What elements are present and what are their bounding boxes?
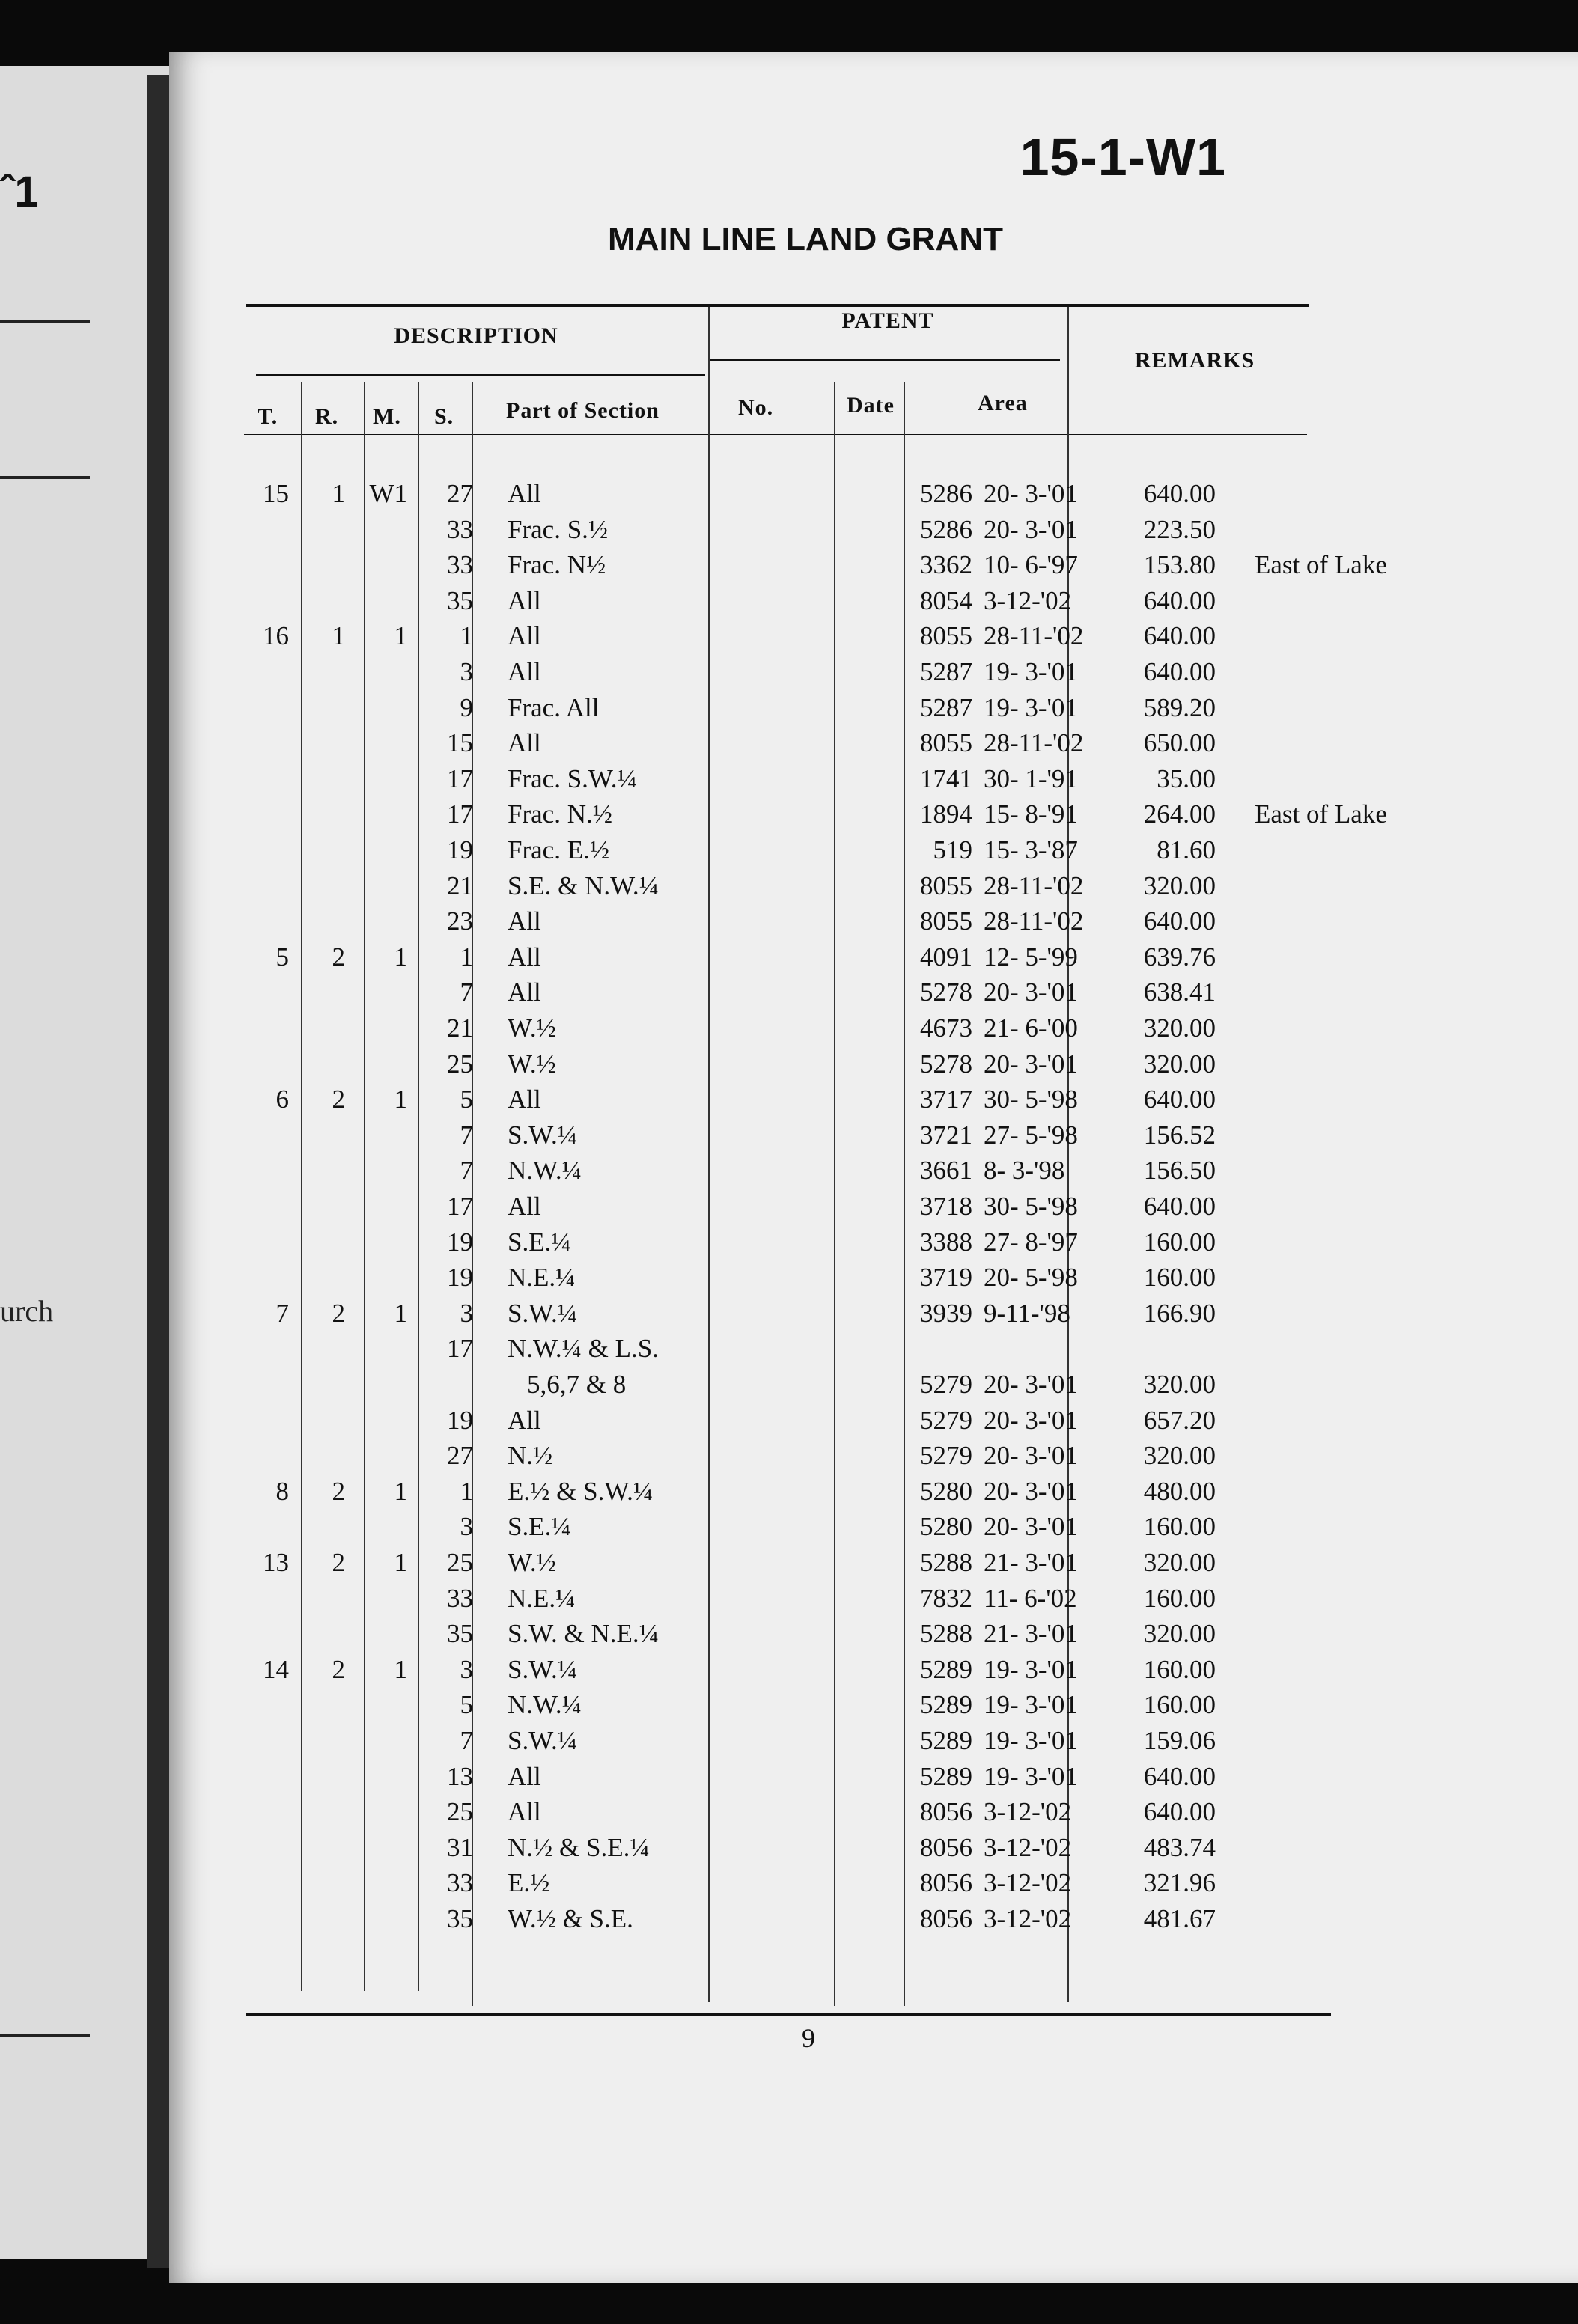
section-cell: 19 <box>447 835 473 864</box>
section-cell: 15 <box>447 728 473 758</box>
patent-date-cell: 28-11-'02 <box>984 870 1084 900</box>
section-cell: 7 <box>460 1726 473 1755</box>
patent-date-cell: 19- 3-'01 <box>984 1654 1078 1684</box>
table-row <box>169 1441 1367 1476</box>
meridian-cell: W1 <box>369 479 407 508</box>
patent-number-cell: 5287 <box>920 692 972 722</box>
part-of-section-text: 5,6,7 & 8 <box>527 1370 627 1399</box>
table-row <box>169 1263 1367 1298</box>
header-remarks: REMARKS <box>1134 348 1255 373</box>
meridian-cell: 1 <box>394 621 407 651</box>
area-cell: 480.00 <box>1143 1476 1216 1506</box>
part-of-section-text: W.½ <box>508 1013 556 1043</box>
part-of-section-text: S.W.¼ <box>508 1726 578 1755</box>
part-of-section-text: N.W.¼ & L.S. <box>508 1334 659 1364</box>
patent-number-cell: 3939 <box>920 1298 972 1328</box>
meridian-cell: 1 <box>394 1548 407 1577</box>
table-row <box>169 1833 1367 1868</box>
section-cell: 3 <box>460 1654 473 1684</box>
part-of-section-text: Frac. All <box>508 692 600 722</box>
area-cell: 640.00 <box>1143 657 1216 686</box>
area-cell: 160.00 <box>1143 1583 1216 1613</box>
patent-date-cell: 3-12-'02 <box>984 1904 1072 1933</box>
part-of-section-text: N.½ & S.E.¼ <box>508 1832 650 1862</box>
area-cell: 35.00 <box>1157 763 1216 793</box>
patent-date-cell: 19- 3-'01 <box>984 1726 1078 1755</box>
header-t: T. <box>258 404 278 429</box>
ledger-page <box>169 52 1578 2283</box>
township-cell: 16 <box>263 621 289 651</box>
patent-date-cell: 15- 8-'91 <box>984 799 1078 829</box>
section-cell: 21 <box>447 870 473 900</box>
part-of-section-text: All <box>508 1192 541 1221</box>
area-cell: 160.00 <box>1143 1263 1216 1293</box>
left-page-rule <box>0 320 90 323</box>
area-cell: 321.96 <box>1143 1868 1216 1898</box>
table-row <box>169 550 1387 585</box>
table-row <box>169 1049 1367 1085</box>
meridian-cell: 1 <box>394 1298 407 1328</box>
table-row <box>169 1406 1367 1441</box>
book-gutter <box>147 75 169 2268</box>
patent-number-cell: 5279 <box>920 1370 972 1399</box>
area-cell: 640.00 <box>1143 621 1216 651</box>
patent-number-cell: 5279 <box>920 1405 972 1435</box>
area-cell: 640.00 <box>1143 1085 1216 1114</box>
part-of-section-text: All <box>508 657 541 686</box>
part-of-section-text: N.E.¼ <box>508 1583 576 1613</box>
patent-date-cell: 15- 3-'87 <box>984 835 1078 864</box>
patent-date-cell: 10- 6-'97 <box>984 550 1078 580</box>
range-cell: 2 <box>332 1654 345 1684</box>
patent-date-cell: 30- 5-'98 <box>984 1192 1078 1221</box>
patent-date-cell: 19- 3-'01 <box>984 1690 1078 1720</box>
area-cell: 320.00 <box>1143 1370 1216 1399</box>
patent-date-cell: 28-11-'02 <box>984 621 1084 651</box>
area-cell: 156.50 <box>1143 1156 1216 1186</box>
table-row <box>169 1904 1367 1939</box>
part-of-section-text: E.½ <box>508 1868 550 1898</box>
left-page-word: urch <box>0 1294 54 1328</box>
part-of-section-text: S.E. & N.W.¼ <box>508 870 659 900</box>
section-cell: 3 <box>460 657 473 686</box>
section-cell: 1 <box>460 1476 473 1506</box>
table-row <box>169 764 1367 799</box>
table-row <box>169 1477 1367 1512</box>
description-subrule <box>256 374 705 376</box>
header-m: M. <box>373 404 401 429</box>
patent-number-cell: 8054 <box>920 585 972 615</box>
header-part-of-section: Part of Section <box>506 398 659 423</box>
part-of-section-text: E.½ & S.W.¼ <box>508 1476 654 1506</box>
part-of-section-text: N.W.¼ <box>508 1156 582 1186</box>
table-row <box>169 1619 1367 1654</box>
patent-number-cell: 8056 <box>920 1832 972 1862</box>
area-cell: 320.00 <box>1143 1548 1216 1577</box>
table-row <box>169 586 1367 621</box>
area-cell: 640.00 <box>1143 1192 1216 1221</box>
part-of-section-text: Frac. S.½ <box>508 514 609 544</box>
table-row <box>169 1334 1367 1369</box>
patent-number-cell: 5286 <box>920 479 972 508</box>
patent-number-cell: 5278 <box>920 978 972 1007</box>
patent-date-cell: 28-11-'02 <box>984 906 1084 936</box>
patent-date-cell: 20- 5-'98 <box>984 1263 1078 1293</box>
table-row <box>169 1584 1367 1619</box>
patent-date-cell: 11- 6-'02 <box>984 1583 1077 1613</box>
patent-date-cell: 3-12-'02 <box>984 1797 1072 1827</box>
patent-number-cell: 7832 <box>920 1583 972 1613</box>
part-of-section-text: All <box>508 1405 541 1435</box>
patent-number-cell: 8056 <box>920 1904 972 1933</box>
section-cell: 35 <box>447 1904 473 1933</box>
area-cell: 320.00 <box>1143 1441 1216 1471</box>
part-of-section-text: N.½ <box>508 1441 553 1471</box>
patent-number-cell: 8055 <box>920 906 972 936</box>
left-page-rule <box>0 2034 90 2037</box>
patent-number-cell: 3718 <box>920 1192 972 1221</box>
section-cell: 1 <box>460 621 473 651</box>
patent-number-cell: 519 <box>933 835 972 864</box>
table-top-rule <box>246 304 1309 307</box>
area-cell: 589.20 <box>1143 692 1216 722</box>
part-of-section-text: All <box>508 942 541 972</box>
section-cell: 17 <box>447 799 473 829</box>
area-cell: 160.00 <box>1143 1512 1216 1542</box>
table-row <box>169 1013 1367 1049</box>
section-cell: 17 <box>447 763 473 793</box>
patent-date-cell: 20- 3-'01 <box>984 1049 1078 1079</box>
table-row <box>169 1120 1367 1156</box>
section-cell: 21 <box>447 1013 473 1043</box>
section-cell: 33 <box>447 514 473 544</box>
header-patent: PATENT <box>841 308 934 333</box>
patent-number-cell: 5289 <box>920 1726 972 1755</box>
part-of-section-text: S.W. & N.E.¼ <box>508 1619 659 1649</box>
patent-number-cell: 8056 <box>920 1797 972 1827</box>
patent-number-cell: 1741 <box>920 763 972 793</box>
table-row <box>169 515 1367 550</box>
patent-date-cell: 30- 5-'98 <box>984 1085 1078 1114</box>
range-cell: 2 <box>332 942 345 972</box>
area-cell: 640.00 <box>1143 479 1216 508</box>
part-of-section-text: All <box>508 1085 541 1114</box>
section-cell: 19 <box>447 1405 473 1435</box>
section-cell: 17 <box>447 1334 473 1364</box>
range-cell: 2 <box>332 1548 345 1577</box>
patent-date-cell: 20- 3-'01 <box>984 479 1078 508</box>
section-cell: 7 <box>460 1156 473 1186</box>
area-cell: 160.00 <box>1143 1227 1216 1257</box>
section-cell: 25 <box>447 1049 473 1079</box>
patent-date-cell: 9-11-'98 <box>984 1298 1070 1328</box>
section-cell: 31 <box>447 1832 473 1862</box>
patent-number-cell: 3717 <box>920 1085 972 1114</box>
table-row <box>169 906 1367 942</box>
table-row <box>169 871 1367 906</box>
part-of-section-text: Frac. E.½ <box>508 835 610 864</box>
patent-number-cell: 8055 <box>920 621 972 651</box>
table-row <box>169 835 1367 870</box>
meridian-cell: 1 <box>394 1476 407 1506</box>
table-row <box>169 1299 1367 1334</box>
section-cell: 19 <box>447 1227 473 1257</box>
section-cell: 13 <box>447 1761 473 1791</box>
part-of-section-text: All <box>508 978 541 1007</box>
header-date: Date <box>847 393 895 418</box>
patent-date-cell: 20- 3-'01 <box>984 514 1078 544</box>
section-cell: 27 <box>447 479 473 508</box>
part-of-section-text: N.W.¼ <box>508 1690 582 1720</box>
part-of-section-text: S.E.¼ <box>508 1227 571 1257</box>
section-cell: 9 <box>460 692 473 722</box>
area-cell: 657.20 <box>1143 1405 1216 1435</box>
patent-date-cell: 20- 3-'01 <box>984 1476 1078 1506</box>
remarks-cell: East of Lake <box>1255 799 1387 829</box>
patent-date-cell: 20- 3-'01 <box>984 1370 1078 1399</box>
left-page-rule <box>0 476 90 479</box>
section-cell: 17 <box>447 1192 473 1221</box>
table-row <box>169 1655 1367 1690</box>
patent-number-cell: 3362 <box>920 550 972 580</box>
part-of-section-text: S.W.¼ <box>508 1298 578 1328</box>
section-cell: 35 <box>447 1619 473 1649</box>
table-row <box>169 1797 1367 1832</box>
header-no: No. <box>738 395 774 420</box>
section-cell: 5 <box>460 1690 473 1720</box>
patent-number-cell: 3388 <box>920 1227 972 1257</box>
table-row <box>169 1548 1367 1583</box>
part-of-section-text: Frac. S.W.¼ <box>508 763 637 793</box>
patent-date-cell: 27- 8-'97 <box>984 1227 1078 1257</box>
township-cell: 7 <box>275 1298 289 1328</box>
township-cell: 6 <box>275 1085 289 1114</box>
part-of-section-text: All <box>508 479 541 508</box>
remarks-cell: East of Lake <box>1255 550 1387 580</box>
patent-number-cell: 3719 <box>920 1263 972 1293</box>
patent-number-cell: 3661 <box>920 1156 972 1186</box>
section-cell: 33 <box>447 1583 473 1613</box>
range-cell: 1 <box>332 479 345 508</box>
area-cell: 481.67 <box>1143 1904 1216 1933</box>
patent-number-cell: 1894 <box>920 799 972 829</box>
patent-number-cell: 8055 <box>920 870 972 900</box>
header-area: Area <box>978 391 1028 415</box>
patent-date-cell: 20- 3-'01 <box>984 978 1078 1007</box>
patent-number-cell: 5278 <box>920 1049 972 1079</box>
area-cell: 650.00 <box>1143 728 1216 758</box>
area-cell: 320.00 <box>1143 870 1216 900</box>
header-description: DESCRIPTION <box>394 323 558 348</box>
section-cell: 23 <box>447 906 473 936</box>
patent-number-cell: 5280 <box>920 1476 972 1506</box>
header-r: R. <box>315 404 339 429</box>
patent-subrule <box>708 359 1060 361</box>
table-bottom-rule <box>246 2013 1331 2016</box>
section-cell: 7 <box>460 1120 473 1150</box>
table-row <box>169 1726 1367 1761</box>
area-cell: 640.00 <box>1143 585 1216 615</box>
section-cell: 3 <box>460 1298 473 1328</box>
header-s: S. <box>434 404 454 429</box>
table-row <box>169 1868 1367 1903</box>
area-cell: 638.41 <box>1143 978 1216 1007</box>
patent-date-cell: 28-11-'02 <box>984 728 1084 758</box>
township-cell: 13 <box>263 1548 289 1577</box>
area-cell: 159.06 <box>1143 1726 1216 1755</box>
table-row <box>169 1085 1367 1120</box>
patent-date-cell: 19- 3-'01 <box>984 657 1078 686</box>
table-row <box>169 621 1367 656</box>
table-row <box>169 1370 1367 1405</box>
table-row <box>169 799 1387 835</box>
part-of-section-text: Frac. N.½ <box>508 799 612 829</box>
part-of-section-text: All <box>508 1761 541 1791</box>
table-row <box>169 1690 1367 1725</box>
meridian-cell: 1 <box>394 1654 407 1684</box>
part-of-section-text: Frac. N½ <box>508 550 606 580</box>
part-of-section-text: All <box>508 621 541 651</box>
table-row <box>169 479 1367 514</box>
table-row <box>169 1227 1367 1263</box>
area-cell: 153.80 <box>1143 550 1216 580</box>
page-code: 15-1-W1 <box>1020 128 1226 186</box>
area-cell: 639.76 <box>1143 942 1216 972</box>
patent-date-cell: 19- 3-'01 <box>984 692 1078 722</box>
patent-number-cell: 4673 <box>920 1013 972 1043</box>
area-cell: 483.74 <box>1143 1832 1216 1862</box>
range-cell: 1 <box>332 621 345 651</box>
patent-date-cell: 3-12-'02 <box>984 1832 1072 1862</box>
table-row <box>169 942 1367 978</box>
table-row <box>169 1192 1367 1227</box>
patent-date-cell: 8- 3-'98 <box>984 1156 1065 1186</box>
part-of-section-text: All <box>508 585 541 615</box>
patent-date-cell: 3-12-'02 <box>984 585 1072 615</box>
patent-number-cell: 5288 <box>920 1548 972 1577</box>
patent-number-cell: 5280 <box>920 1512 972 1542</box>
area-cell: 264.00 <box>1143 799 1216 829</box>
header-bottom-rule <box>244 434 1307 435</box>
area-cell: 166.90 <box>1143 1298 1216 1328</box>
area-cell: 320.00 <box>1143 1619 1216 1649</box>
part-of-section-text: S.W.¼ <box>508 1120 578 1150</box>
patent-date-cell: 19- 3-'01 <box>984 1761 1078 1791</box>
patent-date-cell: 30- 1-'91 <box>984 763 1078 793</box>
township-cell: 14 <box>263 1654 289 1684</box>
area-cell: 156.52 <box>1143 1120 1216 1150</box>
section-cell: 19 <box>447 1263 473 1293</box>
section-cell: 27 <box>447 1441 473 1471</box>
patent-number-cell: 5289 <box>920 1690 972 1720</box>
patent-date-cell: 12- 5-'99 <box>984 942 1078 972</box>
part-of-section-text: S.W.¼ <box>508 1654 578 1684</box>
section-cell: 5 <box>460 1085 473 1114</box>
township-cell: 8 <box>275 1476 289 1506</box>
section-cell: 33 <box>447 1868 473 1898</box>
part-of-section-text: W.½ <box>508 1548 556 1577</box>
section-cell: 25 <box>447 1548 473 1577</box>
patent-date-cell: 21- 3-'01 <box>984 1548 1078 1577</box>
table-row <box>169 1762 1367 1797</box>
township-cell: 5 <box>275 942 289 972</box>
table-row <box>169 728 1367 763</box>
area-cell: 640.00 <box>1143 1797 1216 1827</box>
area-cell: 640.00 <box>1143 906 1216 936</box>
table-row <box>169 657 1367 692</box>
patent-date-cell: 27- 5-'98 <box>984 1120 1078 1150</box>
area-cell: 160.00 <box>1143 1654 1216 1684</box>
left-page-fragment: ˆ1 <box>0 168 39 216</box>
patent-number-cell: 4091 <box>920 942 972 972</box>
section-cell: 35 <box>447 585 473 615</box>
section-cell: 3 <box>460 1512 473 1542</box>
table-row <box>169 978 1367 1013</box>
area-cell: 81.60 <box>1157 835 1216 864</box>
area-cell: 223.50 <box>1143 514 1216 544</box>
section-cell: 33 <box>447 550 473 580</box>
patent-number-cell: 5279 <box>920 1441 972 1471</box>
patent-number-cell: 5289 <box>920 1761 972 1791</box>
meridian-cell: 1 <box>394 942 407 972</box>
meridian-cell: 1 <box>394 1085 407 1114</box>
patent-date-cell: 20- 3-'01 <box>984 1441 1078 1471</box>
patent-date-cell: 20- 3-'01 <box>984 1405 1078 1435</box>
table-row <box>169 1512 1367 1547</box>
patent-number-cell: 8055 <box>920 728 972 758</box>
section-cell: 7 <box>460 978 473 1007</box>
township-cell: 15 <box>263 479 289 508</box>
range-cell: 2 <box>332 1476 345 1506</box>
area-cell: 160.00 <box>1143 1690 1216 1720</box>
range-cell: 2 <box>332 1085 345 1114</box>
page-title: MAIN LINE LAND GRANT <box>608 221 1003 257</box>
area-cell: 320.00 <box>1143 1049 1216 1079</box>
page-number: 9 <box>802 2023 815 2053</box>
patent-number-cell: 3721 <box>920 1120 972 1150</box>
patent-number-cell: 5287 <box>920 657 972 686</box>
part-of-section-text: W.½ <box>508 1049 556 1079</box>
area-cell: 640.00 <box>1143 1761 1216 1791</box>
patent-date-cell: 21- 3-'01 <box>984 1619 1078 1649</box>
part-of-section-text: N.E.¼ <box>508 1263 576 1293</box>
part-of-section-text: S.E.¼ <box>508 1512 571 1542</box>
part-of-section-text: All <box>508 1797 541 1827</box>
patent-number-cell: 5288 <box>920 1619 972 1649</box>
part-of-section-text: All <box>508 728 541 758</box>
part-of-section-text: W.½ & S.E. <box>508 1904 633 1933</box>
part-of-section-text: All <box>508 906 541 936</box>
patent-date-cell: 20- 3-'01 <box>984 1512 1078 1542</box>
section-cell: 25 <box>447 1797 473 1827</box>
range-cell: 2 <box>332 1298 345 1328</box>
patent-date-cell: 3-12-'02 <box>984 1868 1072 1898</box>
patent-number-cell: 5286 <box>920 514 972 544</box>
section-cell: 1 <box>460 942 473 972</box>
area-cell: 320.00 <box>1143 1013 1216 1043</box>
table-row <box>169 693 1367 728</box>
patent-number-cell: 5289 <box>920 1654 972 1684</box>
patent-date-cell: 21- 6-'00 <box>984 1013 1078 1043</box>
table-row <box>169 1156 1367 1191</box>
patent-number-cell: 8056 <box>920 1868 972 1898</box>
